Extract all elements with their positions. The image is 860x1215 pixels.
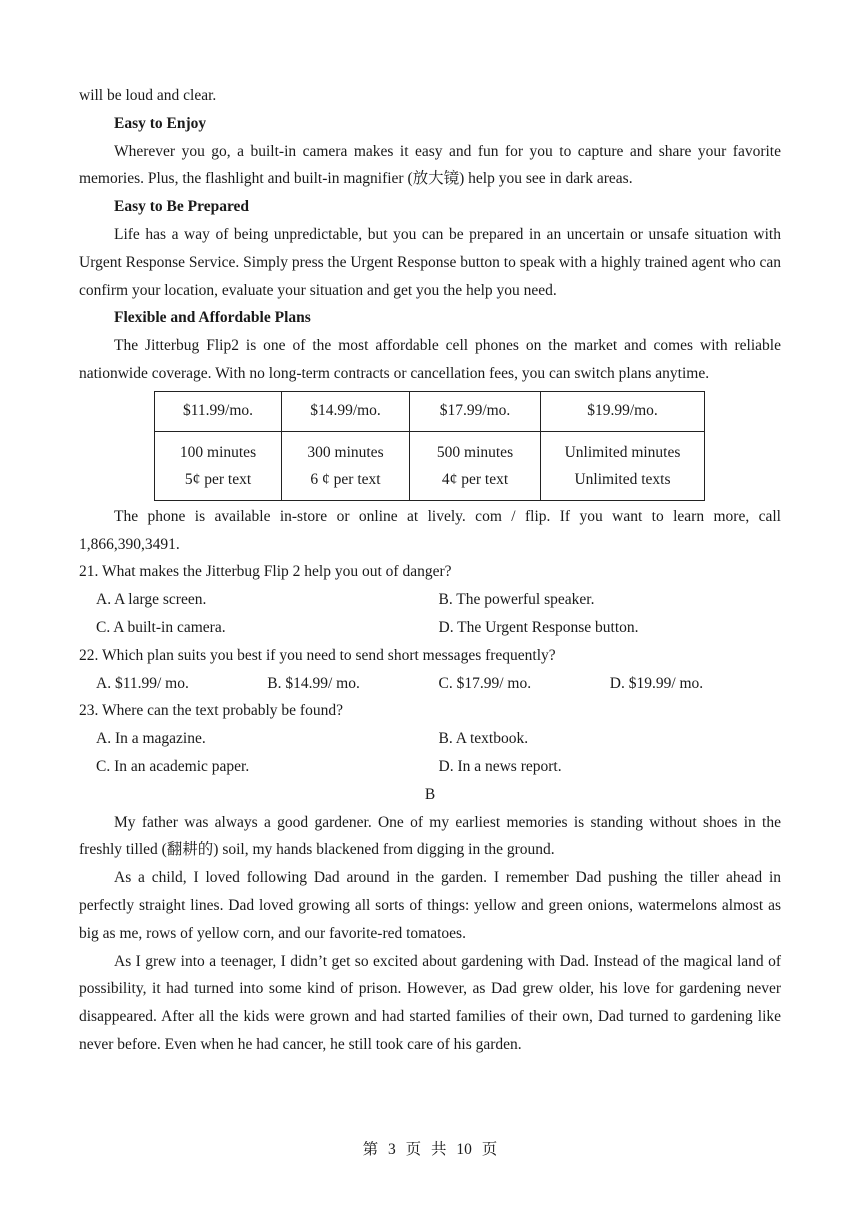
plan-texts: 5¢ per text	[184, 470, 252, 488]
plan-price-cell: $11.99/mo.	[155, 391, 282, 431]
paragraph-availability: The phone is available in-store or online at lively. com / flip. If you want to learn more, call 1,866,390,3491.	[79, 507, 781, 553]
plan-price-cell: $19.99/mo.	[541, 391, 705, 431]
passage-b-paragraph: As I grew into a teenager, I didn’t get so excited about gardening with Dad. Instead of the magical land of possibility, it had turned into some kind of prison. However, as Dad grew older, his love for gardening never disappeared. After all the kids were grown and had started families of their own, Dad turned to gardening like never before. Even when he had cancer, he still took care of his garden.	[79, 952, 781, 1053]
question-21-options-row-2	[79, 614, 781, 642]
option-a: A. A large screen.	[96, 591, 207, 609]
option-c: C. In an academic paper.	[96, 757, 250, 775]
plan-price-row	[155, 391, 705, 431]
plan-minutes: 500 minutes	[436, 443, 514, 461]
plan-details-cell	[410, 431, 541, 500]
question-23: 23. Where can the text probably be found?	[79, 702, 343, 720]
option-b: B. $14.99/ mo.	[267, 674, 360, 692]
option-d: D. $19.99/ mo.	[609, 674, 704, 692]
plan-texts: 6 ¢ per text	[310, 470, 381, 488]
page-footer: 第 3 页 共 10 页	[362, 1141, 498, 1158]
paragraph-flexible-plans: The Jitterbug Flip2 is one of the most affordable cell phones on the market and comes with reliable nationwide coverage. With no long-term contracts or cancellation fees, you can switch plans anytime.	[79, 337, 781, 382]
plan-texts: 4¢ per text	[441, 470, 509, 488]
option-c: C. $17.99/ mo.	[438, 674, 532, 692]
question-23-options-row-1	[79, 725, 781, 753]
plan-price-cell: $14.99/mo.	[282, 391, 410, 431]
plan-minutes: Unlimited minutes	[564, 443, 681, 461]
question-21-options-row-1	[79, 586, 781, 614]
plan-details-cell	[541, 431, 705, 500]
question-21: 21. What makes the Jitterbug Flip 2 help you out of danger?	[79, 563, 452, 581]
plan-minutes: 300 minutes	[307, 443, 384, 461]
question-22-options-row	[79, 670, 781, 698]
passage-b-paragraph: My father was always a good gardener. One of my earliest memories is standing without shoes in the freshly tilled (翻耕的) soil, my hands blackened from digging in the ground.	[79, 813, 781, 859]
heading-easy-to-enjoy: Easy to Enjoy	[114, 114, 207, 132]
plan-details-cell	[282, 431, 410, 500]
section-b-label: B	[424, 785, 436, 803]
heading-easy-to-be-prepared: Easy to Be Prepared	[114, 198, 250, 216]
option-d: D. The Urgent Response button.	[438, 618, 639, 636]
plan-table	[154, 391, 705, 501]
option-c: C. A built-in camera.	[96, 618, 226, 636]
passage-b-paragraph: As a child, I loved following Dad around in the garden. I remember Dad pushing the tiller ahead in perfectly straight lines. Dad loved growing all sorts of things: yellow and green onions, watermelons almost as big as me, rows of yellow corn, and our favorite-red tomatoes.	[79, 869, 781, 942]
paragraph-easy-to-be-prepared: Life has a way of being unpredictable, but you can be prepared in an uncertain or unsafe situation with Urgent Response Service. Simply press the Urgent Response button to speak with a highly trained agent who can confirm your location, evaluate your situation and get you the help you need.	[79, 225, 781, 299]
document-page	[79, 82, 781, 1059]
heading-flexible-plans: Flexible and Affordable Plans	[114, 309, 311, 327]
option-b: B. A textbook.	[438, 730, 529, 748]
paragraph-easy-to-enjoy: Wherever you go, a built-in camera makes it easy and fun for you to capture and share your favorite memories. Plus, the flashlight and built-in magnifier (放大镜) help you see in dark areas.	[79, 142, 781, 188]
option-b: B. The powerful speaker.	[438, 591, 595, 609]
option-a: A. In a magazine.	[96, 730, 206, 748]
option-a: A. $11.99/ mo.	[96, 674, 189, 692]
question-23-options-row-2	[79, 753, 781, 781]
continuation-text: will be loud and clear.	[79, 87, 217, 104]
plan-price-cell: $17.99/mo.	[410, 391, 541, 431]
plan-minutes: 100 minutes	[179, 443, 257, 461]
plan-texts: Unlimited texts	[574, 470, 671, 488]
plan-details-row	[155, 431, 705, 500]
question-22: 22. Which plan suits you best if you need to send short messages frequently?	[79, 646, 556, 664]
option-d: D. In a news report.	[438, 757, 562, 775]
plan-details-cell	[155, 431, 282, 500]
